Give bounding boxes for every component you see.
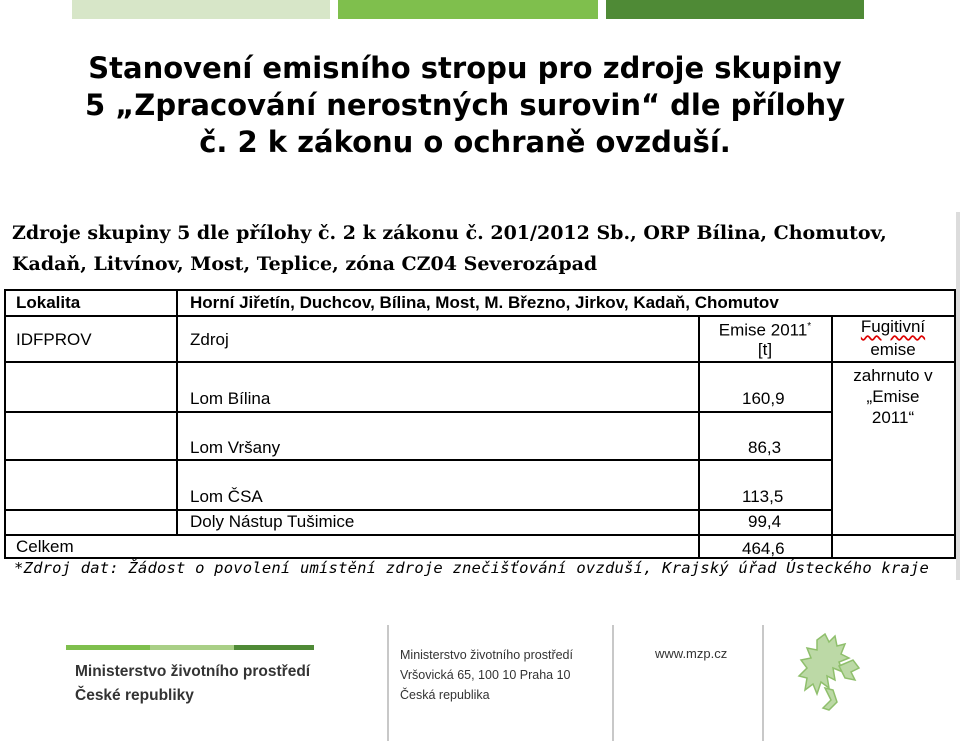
table-row-emise: 86,3 <box>748 438 782 457</box>
ministry-logo-text <box>75 660 310 708</box>
grid-line <box>4 459 832 461</box>
footer-bar-light <box>150 645 234 650</box>
address-line: Vršovická 65, 100 10 Praha 10 <box>400 668 571 682</box>
lokalita-value: Horní Jiřetín, Duchcov, Bílina, Most, M. Březno, Jirkov, Kadaň, Chomutov <box>190 293 779 312</box>
heraldic-lion-icon <box>795 630 867 712</box>
column-header-emise <box>700 316 830 341</box>
footer-bar-mid <box>66 645 150 650</box>
table-heading-line: Kadaň, Litvínov, Most, Teplice, zóna CZ04 Severozápad <box>12 253 598 275</box>
ministry-address <box>400 645 573 705</box>
table-grid <box>0 212 960 580</box>
lokalita-label: Lokalita <box>16 293 81 312</box>
column-header-fugitivni-line2: emise <box>870 340 916 359</box>
slide-title-line: 5 „Zpracování nerostných surovin“ dle přílohy <box>84 88 846 122</box>
ministry-line: Ministerstvo životního prostředí <box>75 663 311 680</box>
grid-line <box>4 534 956 536</box>
grid-line <box>4 361 956 363</box>
total-value: 464,6 <box>742 539 785 558</box>
top-bar-mid <box>338 0 598 19</box>
table-row-zdroj: Doly Nástup Tušimice <box>190 512 355 531</box>
website-link[interactable]: www.mzp.cz <box>655 646 728 661</box>
footer-separator <box>612 625 614 741</box>
total-label: Celkem <box>16 537 74 556</box>
slide-title-line: č. 2 k zákonu o ochraně ovzduší. <box>199 125 731 159</box>
grid-line <box>176 289 178 535</box>
footer-separator <box>387 625 389 741</box>
address-line: Ministerstvo životního prostředí <box>400 648 573 662</box>
table-heading-line: Zdroje skupiny 5 dle přílohy č. 2 k zákonu č. 201/2012 Sb., ORP Bílina, Chomutov, <box>12 222 887 244</box>
table-row-zdroj: Lom Bílina <box>190 389 271 408</box>
top-bar-dark <box>606 0 864 19</box>
emission-table-region <box>0 212 960 580</box>
table-row-zdroj: Lom ČSA <box>190 487 263 506</box>
fugitivni-word: Fugitivní <box>860 317 926 336</box>
table-row-zdroj: Lom Vršany <box>190 438 281 457</box>
fugitivni-note-line: zahrnuto v <box>853 366 933 385</box>
footer-bar-dark <box>234 645 314 650</box>
ministry-line: České republiky <box>75 687 194 704</box>
footnote-marker: * <box>807 321 812 332</box>
address-line: Česká republika <box>400 688 490 702</box>
table-image-edge <box>956 212 960 580</box>
table-row-emise: 160,9 <box>742 389 785 408</box>
slide-title-line: Stanovení emisního stropu pro zdroje skupiny <box>88 51 842 85</box>
column-header-zdroj: Zdroj <box>190 330 229 349</box>
table-footnote: *Zdroj dat: Žádost o povolení umístění zdroje znečišťování ovzduší, Krajský úřad Ústeckého kraje <box>14 559 930 577</box>
fugitivni-note-line: 2011“ <box>871 408 915 427</box>
fugitivni-note <box>833 365 953 428</box>
fugitivni-note-line: „Emise <box>866 387 920 406</box>
table-row-emise: 113,5 <box>742 487 784 506</box>
emise-header-label: Emise 2011 <box>718 320 808 340</box>
grid-line <box>4 411 832 413</box>
grid-line <box>4 289 956 291</box>
top-bar-light <box>72 0 330 19</box>
column-header-idfprov: IDFPROV <box>16 330 92 349</box>
table-row-emise: 99,4 <box>748 512 782 531</box>
column-header-fugitivni <box>833 316 953 337</box>
grid-line <box>4 289 6 559</box>
slide-title <box>30 50 900 161</box>
grid-line <box>4 509 832 511</box>
column-header-emise-unit: [t] <box>757 340 773 359</box>
footer-separator <box>762 625 764 741</box>
